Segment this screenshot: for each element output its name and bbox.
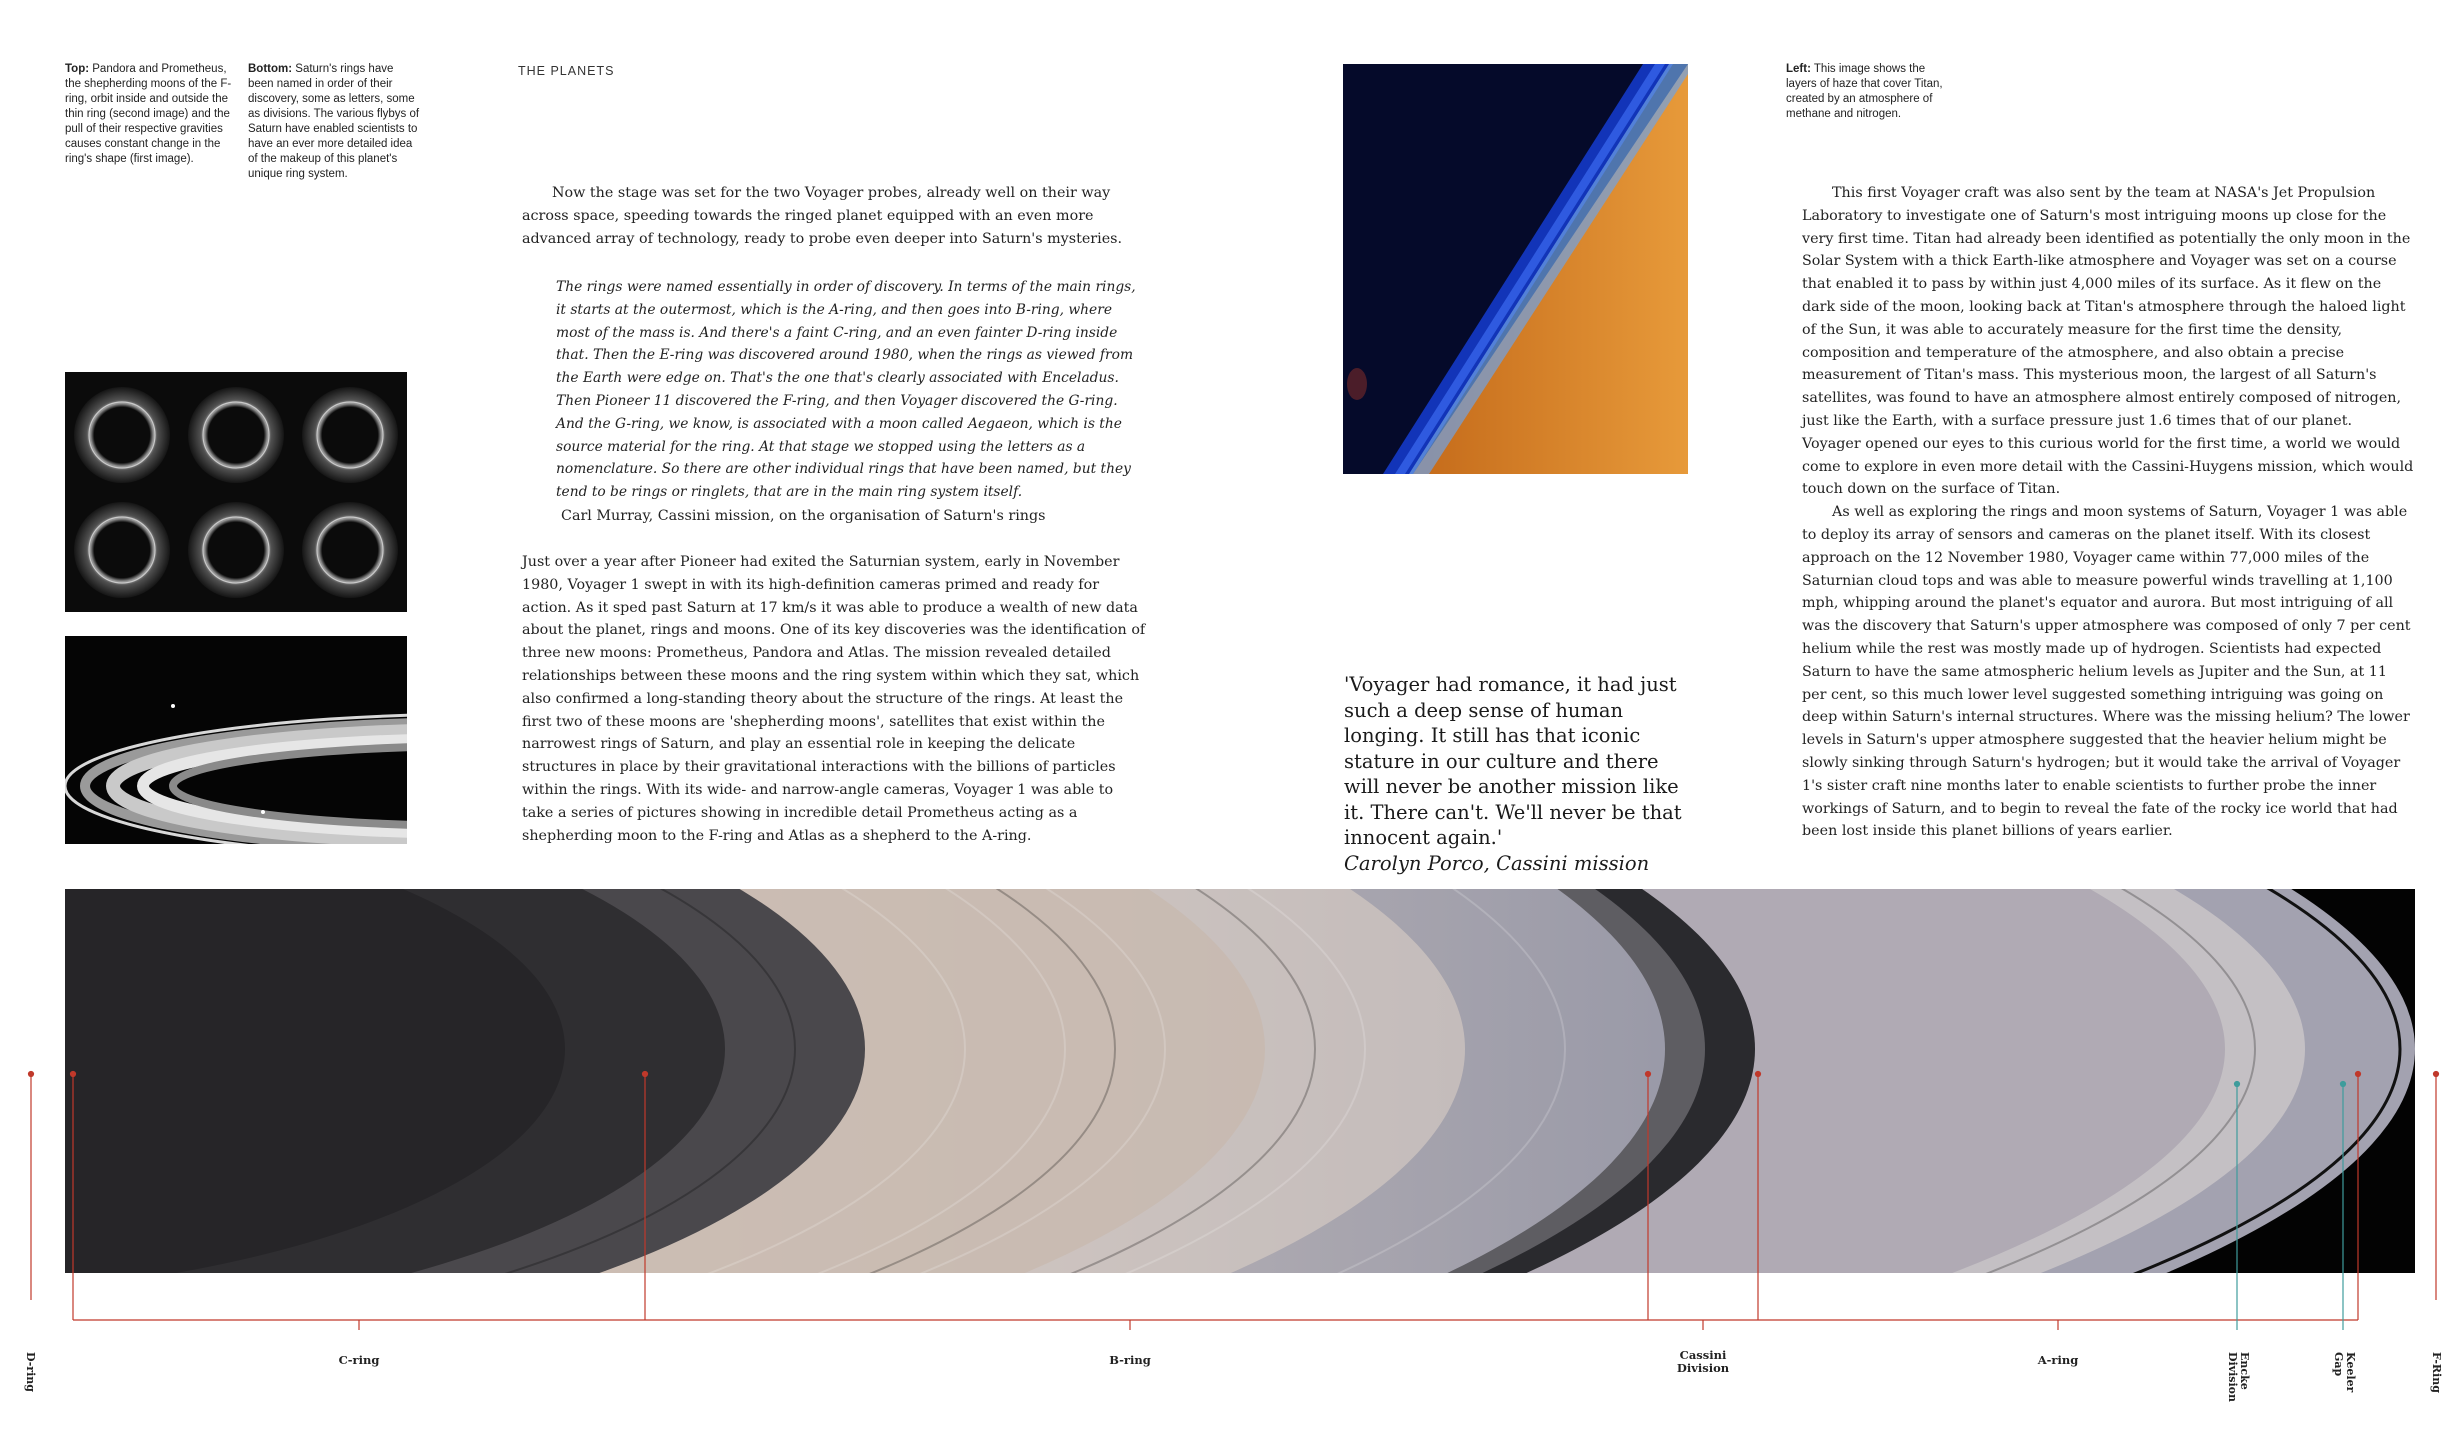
pull-quote-attribution: Carolyn Porco, Cassini mission (1344, 851, 1650, 875)
running-head: THE PLANETS (518, 64, 615, 78)
titan-haze-image (1343, 64, 1688, 474)
voyager-1-paragraph: Just over a year after Pioneer had exited the Saturnian system, early in November 1980, Voyager 1 swept in with its high-definition cameras primed and ready for action. As it sped past Saturn at 17 km/s it was able to produce a wealth of new data about the planet, rings and moons. One of its key discoveries was the identification of three new moons: Prometheus, Pandora and Atlas. The mission revealed detailed relationships between these moons and the ring system within which they sat, which also confirmed a long-standing theory about the structure of the rings. At least the first two of these moons are 'shepherding moons', satellites that exist within the narrowest rings of Saturn, and play an essential role in keeping the delicate structures in place by their gravitational interactions with the billions of particles within the rings. With its wide- and narrow-angle cameras, Voyager 1 was able to take a series of pictures showing in incredible detail Prometheus acting as a shepherding moon to the F-ring and Atlas as a shepherd to the A-ring. (522, 554, 1146, 844)
pull-quote (1344, 672, 1692, 876)
saturn-rings-moons-image (65, 636, 407, 844)
titan-column (1802, 182, 2414, 843)
caption-top: Top: Pandora and Prometheus, the shepherding moons of the F-ring, orbit inside and outside the thin ring (second image) and the pull of their respective gravities causes constant change in the ring's shape (first image). (65, 63, 232, 165)
encke-division-label: Encke Division (2226, 1352, 2251, 1402)
intro-paragraph: Now the stage was set for the two Voyager probes, already well on their way across space, speeding towards the ringed planet equipped with an even more advanced array of technology, ready to probe even deeper into Saturn's mysteries. (522, 185, 1123, 247)
caption-bottom: Bottom: Saturn's rings have been named in order of their discovery, some as letters, some as divisions. The various flybys of Saturn have enabled scientists to have an ever more detailed idea of the makeup of this planet's unique ring system. (248, 63, 420, 180)
quote-attribution: Carl Murray, Cassini mission, on the organisation of Saturn's rings (561, 508, 1046, 524)
pull-quote-text: 'Voyager had romance, it had just such a deep sense of human longing. It still has that iconic stature in our culture and there will never be another mission like it. There can't. We'll never be that innocent again.' (1344, 673, 1682, 849)
caption-titan: Left: This image shows the layers of haze that cover Titan, created by an atmosphere of methane and nitrogen. (1786, 63, 1943, 120)
f-ring-label: F-Ring (2430, 1352, 2443, 1393)
f-ring-frames-image (65, 372, 407, 612)
a-ring-label: A-ring (2037, 1353, 2079, 1367)
ring-diagram-lines (0, 1060, 2457, 1340)
d-ring-label: D-ring (24, 1352, 37, 1392)
atmosphere-paragraph: As well as exploring the rings and moon systems of Saturn, Voyager 1 was able to deploy its array of sensors and cameras on the planet itself. With its closest approach on the 12 November 1980, Voyager came within 77,000 miles of the Saturnian cloud tops and was able to measure powerful winds travelling at 1,100 mph, whipping around the planet's equator and aurora. But most intriguing of all was the discovery that Saturn's upper atmosphere was composed of only 7 per cent helium while the rest was mostly made up of hydrogen. Scientists had expected Saturn to have the same atmospheric helium levels as Jupiter and the Sun, at 11 per cent, so this much lower level suggested something intriguing was going on deep within Saturn's internal structures. Where was the missing helium? The lower levels in Saturn's upper atmosphere suggested that the heavier helium might be slowly sinking through Saturn's hydrogen; but it would take the arrival of Voyager 1's sister craft nine months later to enable scientists to further probe the inner workings of Saturn, and to begin to reveal the fate of the rocky ice world that had been lost inside this planet billions of years earlier. (1802, 504, 2411, 840)
c-ring-label: C-ring (338, 1353, 380, 1367)
b-ring-label: B-ring (1109, 1353, 1151, 1367)
titan-paragraph: This first Voyager craft was also sent by the team at NASA's Jet Propulsion Laboratory to investigate one of Saturn's most intriguing moons up close for the very first time. Titan had already been identified as potentially the only moon in the Solar System with a thick Earth-like atmosphere and Voyager was set on a course that enabled it to pass by within just 4,000 miles of its surface. As it flew on the dark side of the moon, looking back at Titan's atmosphere through the haloed light of the Sun, it was able to accurately measure for the first time the density, composition and temperature of the atmosphere, and also obtain a precise measurement of Titan's mass. This mysterious moon, the largest of all Saturn's satellites, was found to have an atmosphere almost entirely composed of nitrogen, just like the Earth, with a surface pressure just 1.6 times that of our planet. Voyager opened our eyes to this curious world for the first time, a world we would come to explore in even more detail with the Cassini-Huygens mission, which would touch down on the surface of Titan. (1802, 185, 2414, 498)
carl-murray-quote: The rings were named essentially in order of discovery. In terms of the main rings, it starts at the outermost, which is the A-ring, and then goes into B-ring, where most of the mass is. And there's a faint C-ring, and an even fainter D-ring inside that. Then the E-ring was discovered around 1980, when the rings as viewed from the Earth were edge on. That's the one that's clearly associated with Enceladus. Then Pioneer 11 discovered the F-ring, and then Voyager discovered the G-ring. And the G-ring, we know, is associated with a moon called Aegaeon, which is the source material for the ring. At that stage we stopped using the letters as a nomenclature. So there are other individual rings that have been named, but they tend to be rings or ringlets, that are in the main ring system itself. (556, 279, 1136, 501)
cassini-division-label: Cassini Division (1676, 1348, 1730, 1375)
keeler-gap-label: Keeler Gap (2332, 1352, 2357, 1393)
